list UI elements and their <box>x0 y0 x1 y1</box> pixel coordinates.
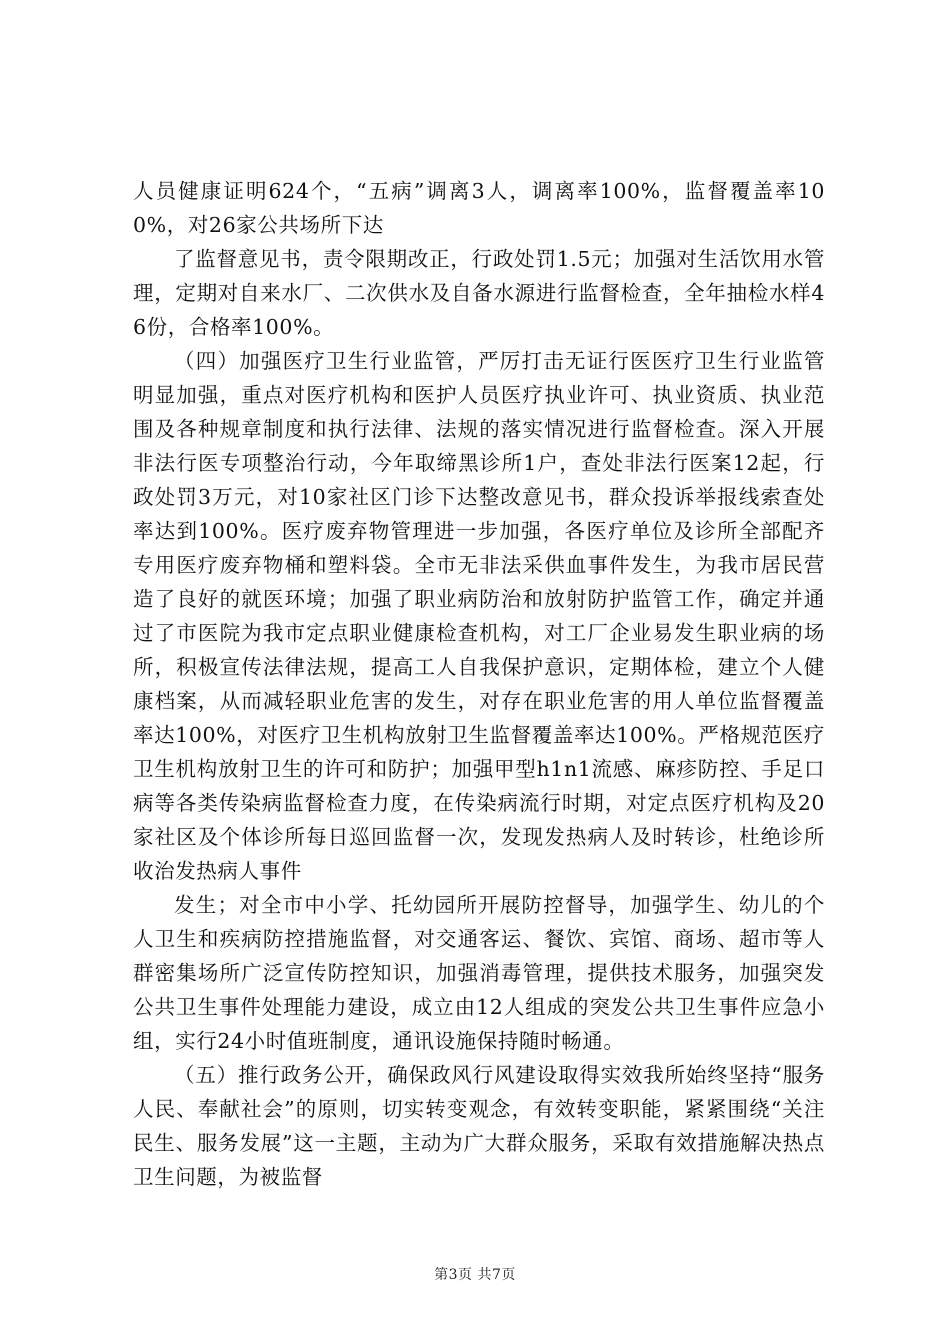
document-body <box>133 174 825 1194</box>
paragraph-health-certificates: 人员健康证明624个，“五病”调离3人，调离率100%，监督覆盖率100%，对26家公共场所下达 <box>133 179 825 237</box>
paragraph-epidemic-prevention: 发生；对全市中小学、托幼园所开展防控督导，加强学生、幼儿的个人卫生和疾病防控措施监督，对交通客运、餐饮、宾馆、商场、超市等人群密集场所广泛宣传防控知识，加强消毒管理，提供技术服务，加强突发公共卫生事件处理能力建设，成立由12人组成的突发公共卫生事件应急小组，实行24小时值班制度，通讯设施保持随时畅通。 <box>133 893 825 1053</box>
page-number-label: 第3页 共7页 <box>434 1267 516 1283</box>
paragraph-supervision-opinions: 了监督意见书，责令限期改正，行政处罚1.5元；加强对生活饮用水管理，定期对自来水厂、二次供水及自备水源进行监督检查，全年抽检水样46份，合格率100%。 <box>133 247 825 339</box>
paragraph-section-five: （五）推行政务公开，确保政风行风建设取得实效我所始终坚持“服务人民、奉献社会”的原则，切实转变观念，有效转变职能，紧紧围绕“关注民生、服务发展”这一主题，主动为广大群众服务，采取有效措施解决热点卫生问题，为被监督 <box>133 1063 825 1189</box>
paragraph-section-four: （四）加强医疗卫生行业监管，严厉打击无证行医医疗卫生行业监管明显加强，重点对医疗机构和医护人员医疗执业许可、执业资质、执业范围及各种规章制度和执行法律、法规的落实情况进行监督检查。深入开展非法行医专项整治行动，今年取缔黑诊所1户，查处非法行医案12起，行政处罚3万元，对10家社区门诊下达整改意见书，群众投诉举报线索查处率达到100%。医疗废弃物管理进一步加强，各医疗单位及诊所全部配齐专用医疗废弃物桶和塑料袋。全市无非法采供血事件发生，为我市居民营造了良好的就医环境；加强了职业病防治和放射防护监管工作，确定并通过了市医院为我市定点职业健康检查机构，对工厂企业易发生职业病的场所，积极宣传法律法规，提高工人自我保护意识，定期体检，建立个人健康档案，从而减轻职业危害的发生，对存在职业危害的用人单位监督覆盖率达100%，对医疗卫生机构放射卫生监督覆盖率达100%。严格规范医疗卫生机构放射卫生的许可和防护；加强甲型h1n1流感、麻疹防控、手足口病等各类传染病监督检查力度，在传染病流行时期，对定点医疗机构及20家社区及个体诊所每日巡回监督一次，发现发热病人及时转诊，杜绝诊所收治发热病人事件 <box>133 349 825 883</box>
page-footer <box>0 1264 950 1284</box>
